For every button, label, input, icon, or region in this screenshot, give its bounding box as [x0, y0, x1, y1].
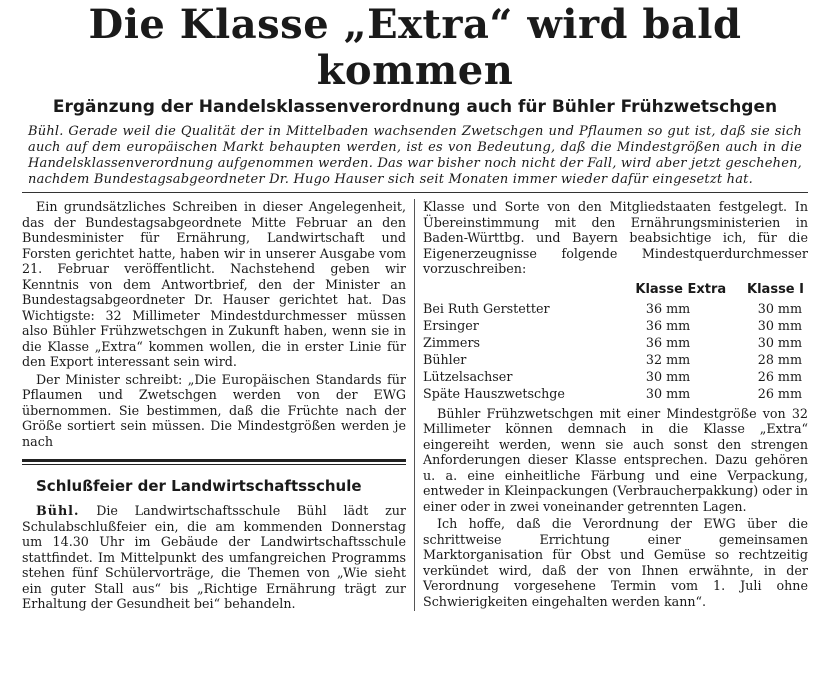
subheadline: Ergänzung der Handelsklassenverordnung auch für Bühler Frühzwetschgen	[52, 97, 778, 117]
extra-size: 36 mm	[645, 334, 691, 350]
variety-name: Zimmers	[423, 334, 481, 350]
extra-size: 30 mm	[645, 385, 691, 401]
variety-name: Späte Hauszwetschge	[423, 385, 565, 401]
lead-paragraph: Bühl. Gerade weil die Qualität der in Mittelbaden wachsenden Zwetschgen und Pflaumen so gut ist, daß sie sich auch auf dem europäischen Markt behaupten werden, ist es von Bedeutung, daß die Mindestgrößen auch in die Handelsklassenverordnung aufgenommen werden. Das war bisher noch nicht der Fall, wird aber jetzt geschehen, nachdem Bundestagsabgeordneter Dr. Hugo Hauser sich seit Monaten immer wieder dafür eingesetzt hat.	[28, 124, 802, 187]
extra-size: 36 mm	[645, 317, 691, 333]
extra-size: 36 mm	[645, 300, 691, 316]
body-paragraph-2: Der Minister schreibt: „Die Europäischen Standards für Pflaumen und Zwetschgen werden von der EWG übernommen. Sie bestimmen, daß die Früchte nach der Größe sortiert sein müssen. Die Mindestgrößen werden je nach	[22, 371, 406, 449]
table-header-one: Klasse I	[747, 281, 804, 297]
class-one-size: 28 mm	[757, 351, 802, 367]
class-one-size: 30 mm	[757, 334, 802, 350]
variety-name: Bei Ruth Gerstetter	[423, 300, 550, 316]
place-name: Bühl.	[36, 503, 80, 518]
table-row	[423, 368, 808, 385]
second-article-text: Die Landwirtschaftsschule Bühl lädt zur Schulabschlußfeier ein, die am kommenden Donnerstag um 14.30 Uhr im Gebäude der Landwirtschaftsschule stattfindet. Im Mittelpunkt des umfangreichen Programms stehen fünf Schülervorträge, die Themen von „Wie sieht ein guter Stall aus“ bis „Richtige Ernährung trägt zur Erhaltung der Gesundheit bei“ behandeln.	[22, 503, 406, 611]
table-header-extra: Klasse Extra	[635, 281, 727, 297]
extra-size: 32 mm	[645, 351, 691, 367]
table-row	[423, 300, 808, 317]
table-header-row	[423, 279, 808, 300]
class-one-size: 30 mm	[757, 300, 802, 316]
variety-name: Lützelsachser	[423, 368, 513, 384]
second-article-body	[22, 503, 406, 612]
right-column	[414, 199, 808, 611]
left-column	[22, 199, 414, 614]
table-row	[423, 317, 808, 334]
body-paragraph-1: Ein grundsätzliches Schreiben in dieser Angelegenheit, das der Bundestagsabgeordnete Mitte Februar an den Bundesminister für Ernährung, Landwirtschaft und Forsten gerichtet hatte, haben wir in unserer Ausgabe vom 21. Februar veröffentlicht. Nachstehend geben wir Kenntnis von dem Antwortbrief, den der Minister an Bundestagsabgeordneter Dr. Hauser gerichtet hat. Das Wichtigste: 32 Millimeter Mindestdurchmesser müssen also Bühler Frühzwetschgen in Zukunft haben, wenn sie in die Klasse „Extra“ kommen wollen, die in erster Linie für den Export interessant sein wird.	[22, 199, 406, 369]
section-divider-thick	[22, 459, 406, 462]
class-one-size: 30 mm	[757, 317, 802, 333]
class-one-size: 26 mm	[757, 385, 802, 401]
size-table	[423, 279, 808, 402]
variety-name: Bühler	[423, 351, 467, 367]
table-row	[423, 351, 808, 368]
right-intro-paragraph: Klasse und Sorte von den Mitgliedstaaten festgelegt. In Übereinstimmung mit den Ernährungsministerien in Baden-Württbg. und Bayern beabsichtige ich, für die Eigenerzeugnisse folgende Mindestquerdurchmesser vorzuschreiben:	[423, 199, 808, 276]
table-row	[423, 385, 808, 402]
second-article-title: Schlußfeier der Landwirtschaftsschule	[36, 477, 362, 495]
right-paragraph-2: Ich hoffe, daß die Verordnung der EWG über die schrittweise Errichtung einer gemeinsamen Marktorganisation für Obst und Gemüse so rechtzeitig verkündet wird, daß der von Ihnen erwähnte, in der Verordnung vorgesehene Termin vom 1. Juli ohne Schwierigkeiten eingehalten werden kann“.	[423, 516, 808, 609]
table-header-blank	[423, 279, 609, 300]
newspaper-page	[0, 2, 824, 697]
header-divider	[22, 192, 808, 193]
table-row	[423, 334, 808, 351]
right-paragraph-1: Bühler Frühzwetschgen mit einer Mindestgröße von 32 Millimeter können demnach in die Klasse „Extra“ eingereiht werden, wenn sie auch sonst den strengen Anforderungen dieser Klasse entsprechen. Dazu gehören u. a. eine einheitliche Färbung und eine Verpackung, entweder in Kleinpackungen (Verbraucherpakkung) oder in einer oder in zwei voneinander getrennten Lagen.	[423, 405, 808, 514]
class-one-size: 26 mm	[757, 368, 802, 384]
article-columns	[22, 199, 808, 614]
headline: Die Klasse „Extra“ wird bald kommen	[88, 1, 742, 94]
section-divider-thin	[22, 464, 406, 465]
variety-name: Ersinger	[423, 317, 479, 333]
extra-size: 30 mm	[645, 368, 691, 384]
